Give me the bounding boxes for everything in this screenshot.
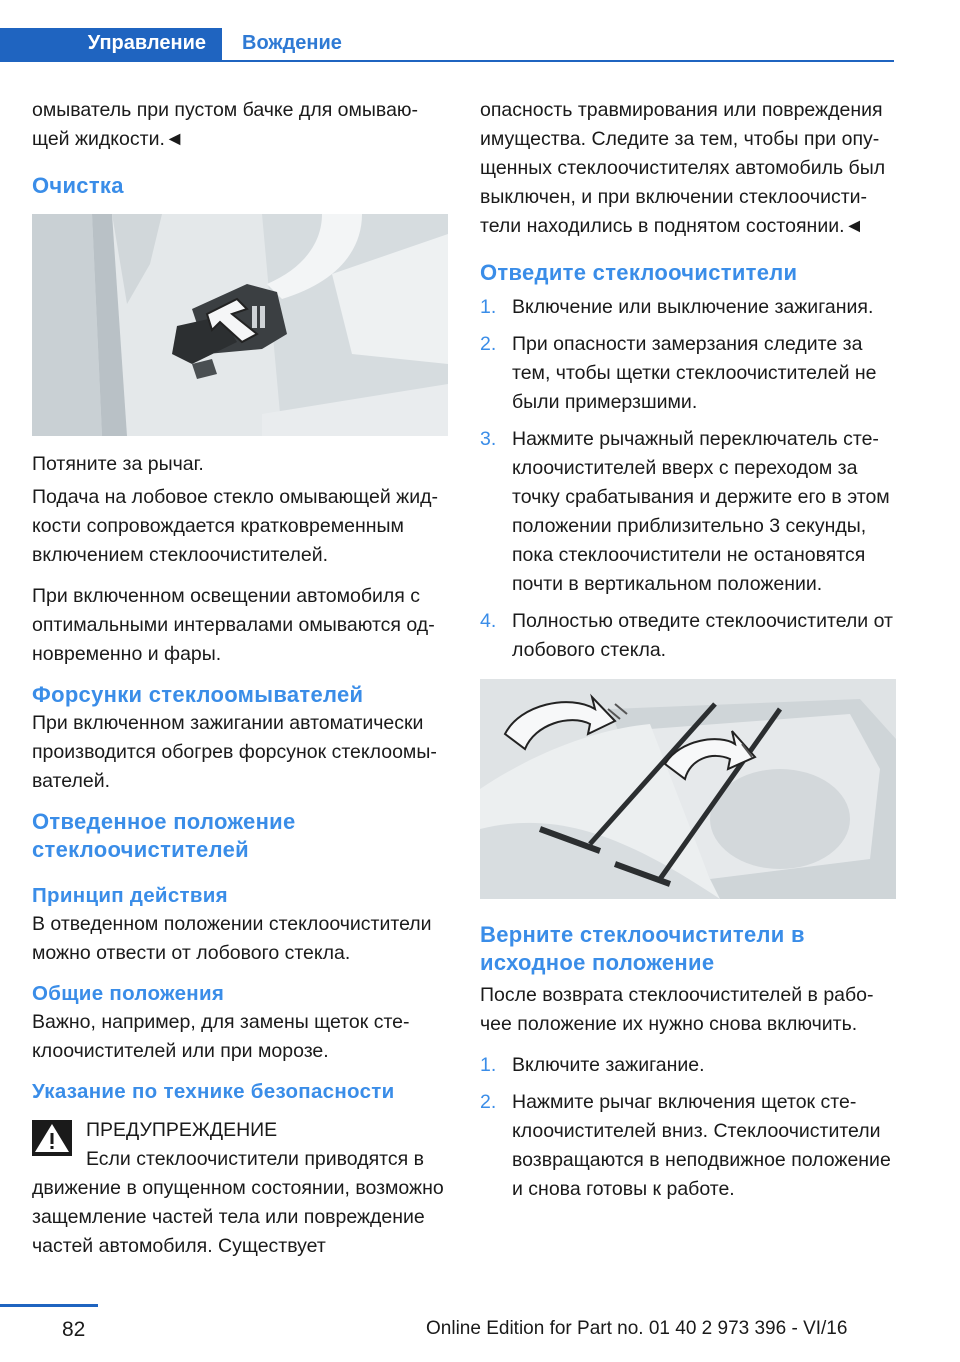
heading-nozzles: Форсунки стеклоомывателей [32,682,364,707]
washer-supply-text: Подача на лобовое стекло омывающей жидкости сопровождается кратковременным включением стеклоочистителей. [32,486,438,566]
list-item: 1. Включение или выключение зажигания. [480,296,874,318]
warning-continued-text: опасность травмирования или повреждения имущества. Следите за тем, чтобы при опущенных стеклоочистителях автомобиль был выключен, и при включении стеклоочистители находились в поднятом состоянии.◄ [480,99,886,237]
page-number: 82 [62,1318,86,1341]
tab-driving-label: Вождение [242,32,342,54]
heading-cleaning: Очистка [32,173,124,198]
list-item: 2. Нажмите рычаг включения щеток стеклоочистителей вниз. Стеклоочистители возвращаются в неподвижное положение и снова готовы к работе. [480,1091,891,1200]
list-item: 3. Нажмите рычажный переключатель стеклоочистителей вверх с переходом за точку срабатывания и держите его в этом положении приблизительно 3 секунды, пока стеклоочистители не остановятся почти в вертикальном положении. [480,428,890,595]
warning-triangle-icon [32,1120,72,1156]
warning-title: ПРЕДУПРЕЖДЕНИЕ [86,1119,278,1141]
list-item: 4. Полностью отведите стеклоочистители от лобового стекла. [480,610,893,661]
warning-block [32,1116,448,1261]
fold-steps-list [480,293,896,665]
wipers-folded-drawing [480,679,896,899]
heading-general: Общие положения [32,982,225,1005]
pull-lever-text: Потяните за рычаг. [32,453,204,475]
heading-principle: Принцип действия [32,884,228,907]
warning-first-line: Если стеклоочистители приводятся в [86,1148,424,1170]
tab-driving[interactable] [222,28,360,62]
principle-text: В отведенном положении стеклоочистители можно отвести от лобового стекла. [32,913,432,964]
header-rule [222,60,894,62]
wipers-folded-illustration [480,679,896,899]
tab-controls-label: Управление [87,32,206,54]
heading-fold-wipers: Отведите стеклоочистители [480,260,798,285]
heading-return-wipers: Верните стеклоочистители в исходное положение [480,922,805,975]
left-column [32,96,448,1273]
general-text: Важно, например, для замены щеток стеклоочистителей или при морозе. [32,1011,410,1062]
tab-controls[interactable] [0,28,222,62]
page-header [0,0,960,64]
return-text: После возврата стеклоочистителей в рабочее положение их нужно снова включить. [480,984,874,1035]
list-item: 1. Включите зажигание. [480,1054,705,1076]
wiper-lever-drawing [32,214,448,436]
right-column [480,96,896,1212]
heading-safety: Указание по технике безопасности [32,1080,395,1103]
heading-folded-position: Отведенное положение стеклоочистителей [32,809,296,862]
return-steps-list [480,1051,896,1204]
intro-paragraph: омыватель при пустом бачке для омывающей жидкости.◄ [32,99,419,150]
footer-rule [0,1304,98,1307]
headlight-wash-text: При включенном освещении автомобиля с оптимальными интервалами омываются одновременно и фары. [32,585,435,665]
warning-text: движение в опущенном состоянии, возможно защемление частей тела или повреждение частей автомобиля. Существует [32,1177,444,1257]
nozzles-text: При включенном зажигании автоматически производится обогрев форсунок стеклоомывателей. [32,712,437,792]
wiper-lever-illustration [32,214,448,436]
edition-line: Online Edition for Part no. 01 40 2 973 396 - VI/16 [426,1318,848,1339]
list-item: 2. При опасности замерзания следите за тем, чтобы щетки стеклоочистителей не были примерзшими. [480,333,877,413]
